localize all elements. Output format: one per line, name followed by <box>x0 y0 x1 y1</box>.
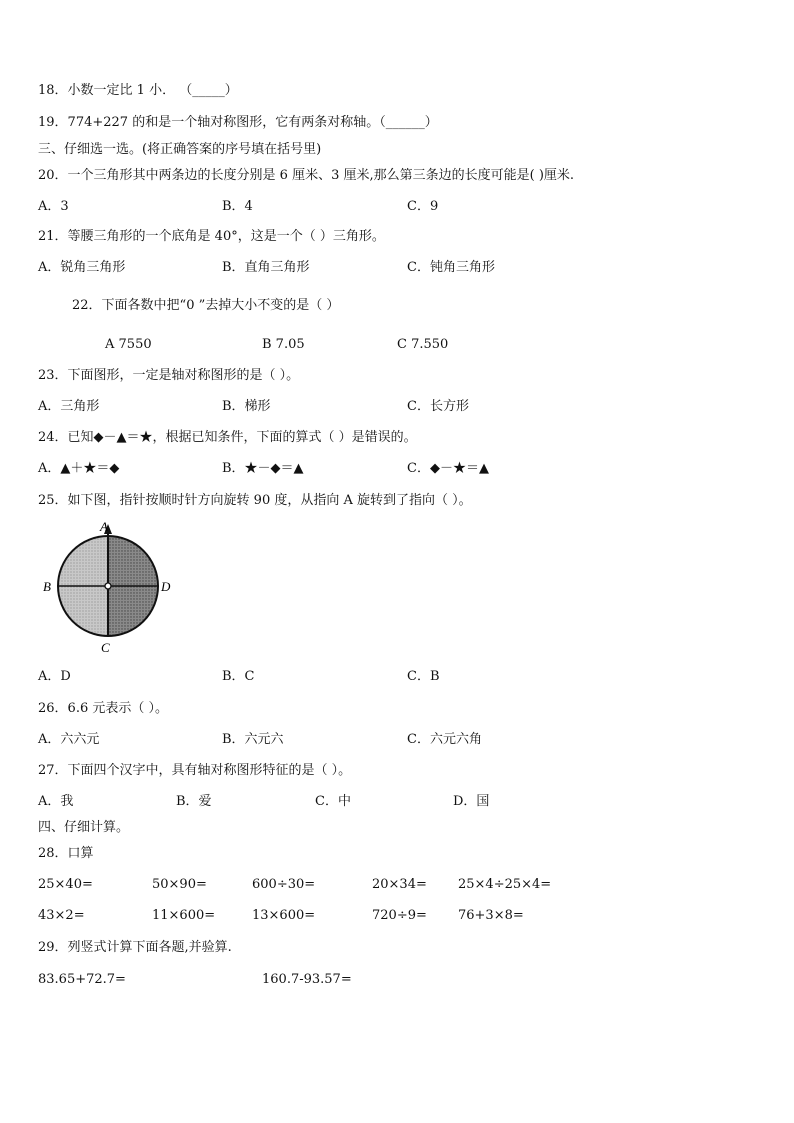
section-4-heading: 四、仔细计算。 <box>38 820 130 835</box>
question-21: 21．等腰三角形的一个底角是 40°，这是一个（ ）三角形。 <box>38 229 385 244</box>
q25-option-b: B．C <box>222 669 255 684</box>
oral-calc-item: 25×40= <box>38 877 93 892</box>
question-26: 26．6.6 元表示（ ）。 <box>38 701 168 716</box>
q26-option-b: B．六元六 <box>222 732 284 747</box>
q27-option-d: D．国 <box>453 794 490 809</box>
q27-option-b: B．爱 <box>176 794 212 809</box>
q27-option-c: C．中 <box>315 794 351 809</box>
question-28: 28．口算 <box>38 846 94 861</box>
question-27: 27．下面四个汉字中，具有轴对称图形特征的是（ ）。 <box>38 763 352 778</box>
q20-option-a: A．3 <box>38 199 69 214</box>
q26-option-c: C．六元六角 <box>407 732 482 747</box>
q20-option-b: B．4 <box>222 199 253 214</box>
vertical-calc-item: 160.7-93.57= <box>262 972 352 987</box>
question-20: 20．一个三角形其中两条边的长度分别是 6 厘米、3 厘米,那么第三条边的长度可能是( )厘米. <box>38 168 575 183</box>
oral-calc-item: 20×34= <box>372 877 427 892</box>
question-19: 19．774+227 的和是一个轴对称图形，它有两条对称轴。（______） <box>38 115 438 130</box>
q22-option-a: A 7550 <box>105 337 152 352</box>
dial-label-d: D <box>161 579 171 594</box>
section-3-heading: 三、仔细选一选。(将正确答案的序号填在括号里) <box>38 142 322 157</box>
dial-label-b: B <box>43 579 51 594</box>
question-25: 25．如下图，指针按顺时针方向旋转 90 度，从指向 A 旋转到了指向（ ）。 <box>38 493 472 508</box>
question-29: 29．列竖式计算下面各题,并验算. <box>38 940 232 955</box>
oral-calc-item: 50×90= <box>152 877 207 892</box>
oral-calc-item: 600÷30= <box>252 877 316 892</box>
q23-option-c: C．长方形 <box>407 399 469 414</box>
question-23: 23．下面图形，一定是轴对称图形的是（ ）。 <box>38 368 300 383</box>
vertical-calc-item: 83.65+72.7= <box>38 972 126 987</box>
oral-calc-item: 13×600= <box>252 908 316 923</box>
question-18: 18．小数一定比 1 小． （_____） <box>38 83 238 98</box>
q23-option-a: A．三角形 <box>38 399 100 414</box>
q22-option-c: C 7.550 <box>397 337 449 352</box>
question-22: 22．下面各数中把“0 ”去掉大小不变的是（ ） <box>72 298 340 313</box>
q23-option-b: B．梯形 <box>222 399 271 414</box>
q24-option-c: C．◆－★＝▲ <box>407 461 489 476</box>
q25-option-c: C．B <box>407 669 440 684</box>
oral-calc-item: 25×4÷25×4= <box>458 877 552 892</box>
dial-label-a: A <box>100 520 108 534</box>
question-24: 24．已知◆－▲＝★，根据已知条件，下面的算式（ ）是错误的。 <box>38 430 417 445</box>
q21-option-c: C．钝角三角形 <box>407 260 495 275</box>
rotation-dial-svg <box>40 520 180 655</box>
q21-option-b: B．直角三角形 <box>222 260 310 275</box>
q24-option-a: A．▲＋★＝◆ <box>38 461 120 476</box>
oral-calc-item: 76+3×8= <box>458 908 524 923</box>
q24-option-b: B．★－◆＝▲ <box>222 461 304 476</box>
oral-calc-item: 720÷9= <box>372 908 427 923</box>
oral-calc-item: 11×600= <box>152 908 216 923</box>
q20-option-c: C．9 <box>407 199 439 214</box>
dial-center-pin <box>105 583 111 589</box>
q22-option-b: B 7.05 <box>262 337 305 352</box>
q27-option-a: A．我 <box>38 794 74 809</box>
rotation-dial-figure <box>40 520 180 655</box>
q21-option-a: A．锐角三角形 <box>38 260 126 275</box>
oral-calc-item: 43×2= <box>38 908 85 923</box>
dial-label-c: C <box>101 640 110 655</box>
q25-option-a: A．D <box>38 669 71 684</box>
q26-option-a: A．六六元 <box>38 732 100 747</box>
